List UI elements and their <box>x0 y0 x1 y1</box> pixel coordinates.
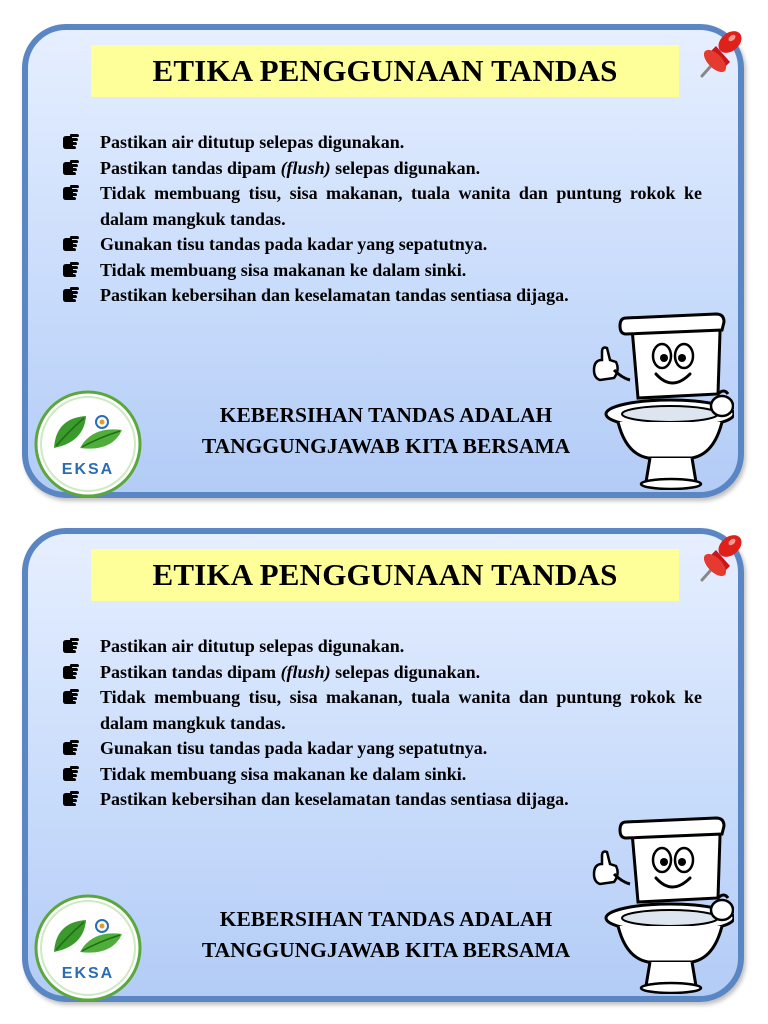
title-banner <box>91 45 679 97</box>
card-title: ETIKA PENGGUNAAN TANDAS <box>152 53 618 88</box>
eksa-logo <box>34 894 142 1002</box>
pointing-hand-icon <box>62 664 80 680</box>
list-item: Pastikan air ditutup selepas digunakan. <box>62 130 702 156</box>
notice-card <box>22 24 744 498</box>
card-title: ETIKA PENGGUNAAN TANDAS <box>152 557 618 592</box>
list-item: Pastikan kebersihan dan keselamatan tandas sentiasa dijaga. <box>62 787 702 813</box>
list-item: Gunakan tisu tandas pada kadar yang sepatutnya. <box>62 232 702 258</box>
rules-list <box>62 634 702 813</box>
list-item: Tidak membuang sisa makanan ke dalam sinki. <box>62 762 702 788</box>
pointing-hand-icon <box>62 791 80 807</box>
pointing-hand-icon <box>62 185 80 201</box>
slogan-line: TANGGUNGJAWAB KITA BERSAMA <box>201 938 571 962</box>
pushpin-icon <box>688 24 746 86</box>
slogan-line: KEBERSIHAN TANDAS ADALAH <box>219 403 553 427</box>
toilet-mascot-icon <box>592 308 734 490</box>
pointing-hand-icon <box>62 287 80 303</box>
slogan <box>146 400 626 462</box>
slogan <box>146 904 626 966</box>
logo-text: EKSA <box>61 461 115 478</box>
pointing-hand-icon <box>62 638 80 654</box>
list-item: Pastikan tandas dipam (flush) selepas digunakan. <box>62 660 702 686</box>
pushpin-icon <box>688 528 746 590</box>
pointing-hand-icon <box>62 689 80 705</box>
toilet-mascot-icon <box>592 812 734 994</box>
slogan-line: TANGGUNGJAWAB KITA BERSAMA <box>201 434 571 458</box>
list-item: Gunakan tisu tandas pada kadar yang sepatutnya. <box>62 736 702 762</box>
rules-list <box>62 130 702 309</box>
list-item: Pastikan air ditutup selepas digunakan. <box>62 634 702 660</box>
pointing-hand-icon <box>62 134 80 150</box>
logo-text: EKSA <box>61 965 115 982</box>
title-banner <box>91 549 679 601</box>
eksa-logo <box>34 390 142 498</box>
list-item: Pastikan tandas dipam (flush) selepas digunakan. <box>62 156 702 182</box>
slogan-line: KEBERSIHAN TANDAS ADALAH <box>219 907 553 931</box>
list-item: Tidak membuang sisa makanan ke dalam sinki. <box>62 258 702 284</box>
list-item: Tidak membuang tisu, sisa makanan, tuala wanita dan puntung rokok ke dalam mangkuk tandas. <box>62 685 702 736</box>
pointing-hand-icon <box>62 160 80 176</box>
list-item: Pastikan kebersihan dan keselamatan tandas sentiasa dijaga. <box>62 283 702 309</box>
notice-card <box>22 528 744 1002</box>
pointing-hand-icon <box>62 766 80 782</box>
pointing-hand-icon <box>62 236 80 252</box>
list-item: Tidak membuang tisu, sisa makanan, tuala wanita dan puntung rokok ke dalam mangkuk tandas. <box>62 181 702 232</box>
pointing-hand-icon <box>62 740 80 756</box>
pointing-hand-icon <box>62 262 80 278</box>
